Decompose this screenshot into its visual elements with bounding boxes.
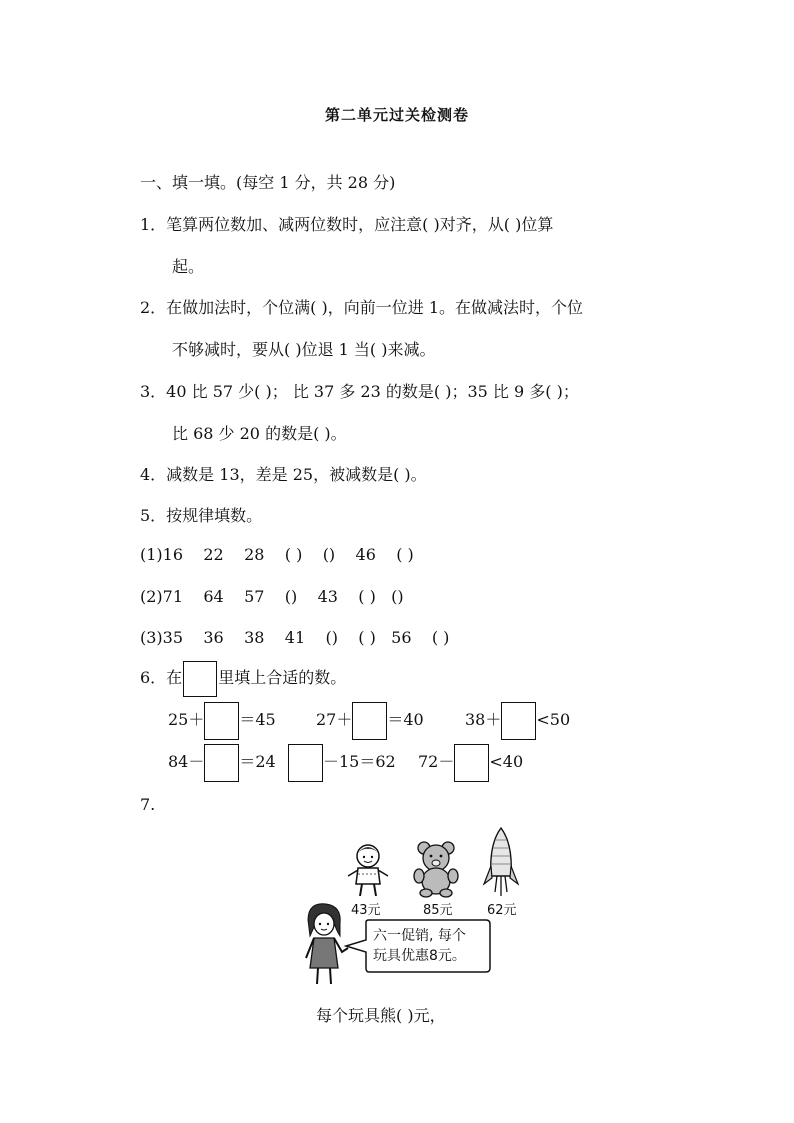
equation-6a: 72－ (418, 752, 455, 771)
equation-3a: 38＋ (465, 710, 502, 729)
sequence-2: (2)71 64 57 () 43 ( ) () (140, 587, 404, 606)
answer-box[interactable] (454, 744, 489, 782)
rocket-toy-icon (483, 826, 519, 898)
equation-4b: ＝24 (239, 752, 276, 771)
question-6-row-2-eq-3 (418, 743, 523, 782)
question-7-prompt: 每个玩具熊( )元， (316, 1006, 446, 1025)
bubble-line-1: 六一促销, 每个 (373, 928, 466, 944)
sequence-1: (1)16 22 28 ( ) () 46 ( ) (140, 545, 414, 564)
answer-box[interactable] (204, 702, 239, 740)
question-6-prefix: 6．在 (140, 668, 183, 687)
answer-box[interactable] (352, 702, 387, 740)
question-6-row-1-eq-2 (316, 701, 424, 740)
teddy-bear-icon (411, 840, 461, 898)
answer-box[interactable] (204, 744, 239, 782)
bear-price: 85元 (423, 903, 453, 918)
question-6-row-1 (168, 701, 276, 740)
equation-1b: ＝45 (239, 710, 276, 729)
question-3-line-2: 比 68 少 20 的数是( )。 (172, 424, 347, 443)
question-2-line-2: 不够减时，要从( )位退 1 当( )来减。 (172, 340, 436, 359)
example-answer-box (183, 661, 217, 697)
equation-6b: <40 (489, 752, 524, 771)
question-6-suffix: 里填上合适的数。 (218, 668, 347, 687)
answer-box[interactable] (288, 744, 323, 782)
question-1-line-1: 1．笔算两位数加、减两位数时，应注意( )对齐，从( )位算 (140, 215, 554, 234)
question-3-line-1: 3．40 比 57 少( )； 比 37 多 23 的数是( )；35 比 9 多( )； (140, 382, 579, 401)
answer-box[interactable] (501, 702, 536, 740)
page-title: 第二单元过关检测卷 (324, 106, 469, 124)
question-6-row-2 (168, 743, 276, 782)
question-7-number: 7. (140, 795, 156, 814)
sequence-3: (3)35 36 38 41 () ( ) 56 ( ) (140, 628, 450, 647)
equation-1a: 25＋ (168, 710, 205, 729)
equation-5b: －15＝62 (323, 752, 396, 771)
equation-4a: 84－ (168, 752, 205, 771)
equation-2a: 27＋ (316, 710, 353, 729)
bubble-line-2: 玩具优惠8元。 (373, 948, 466, 964)
question-6-row-2-eq-2 (288, 743, 396, 782)
equation-3b: <50 (536, 710, 571, 729)
question-6-row-1-eq-3 (465, 701, 570, 740)
question-5-heading: 5．按规律填数。 (140, 506, 263, 525)
question-1-line-2: 起。 (172, 257, 205, 276)
doll-price: 43元 (351, 903, 381, 918)
equation-2b: ＝40 (387, 710, 424, 729)
section-heading: 一、填一填。(每空 1 分，共 28 分) (140, 173, 396, 192)
question-4: 4．减数是 13，差是 25，被减数是( )。 (140, 465, 427, 484)
doll-toy-icon (344, 840, 392, 898)
question-2-line-1: 2．在做加法时，个位满( )，向前一位进 1。在做减法时，个位 (140, 298, 584, 317)
question-6-heading (140, 660, 346, 697)
rocket-price: 62元 (487, 903, 517, 918)
